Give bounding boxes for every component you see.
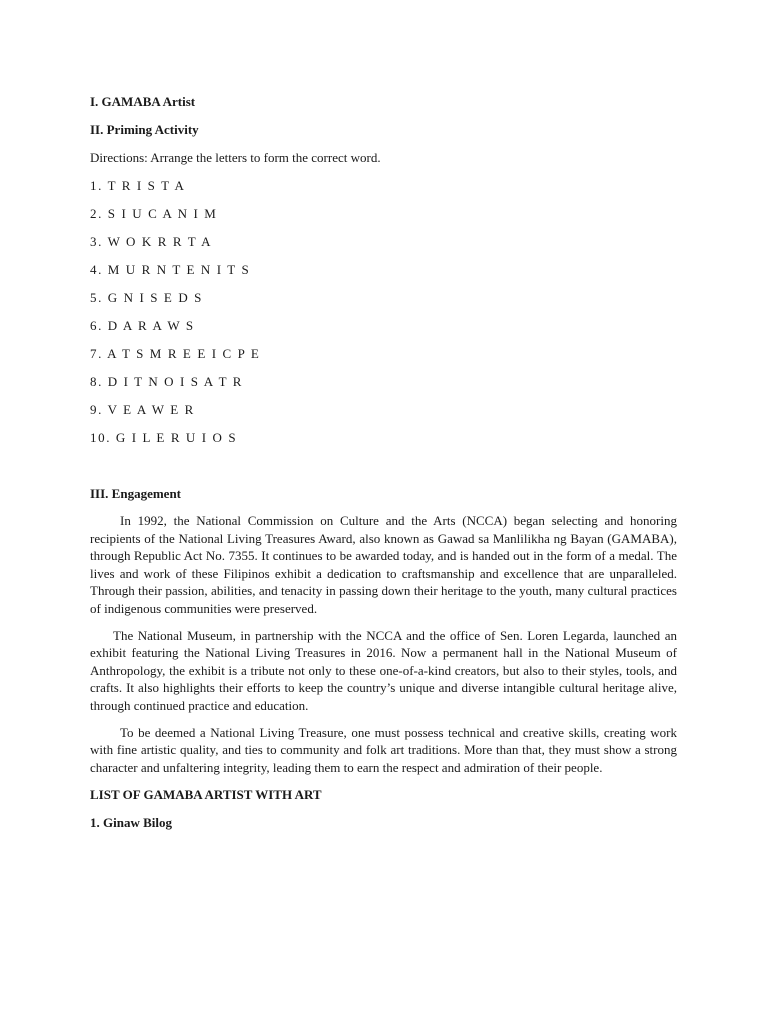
list-item: 4. M U R N T E N I T S bbox=[90, 262, 251, 277]
list-item: 9. V E A W E R bbox=[90, 402, 195, 417]
list-item: 6. D A R A W S bbox=[90, 318, 195, 333]
artist-heading-ginaw-bilog: 1. Ginaw Bilog bbox=[90, 815, 172, 831]
directions-text: Directions: Arrange the letters to form the correct word. bbox=[90, 150, 381, 165]
document-page bbox=[90, 88, 677, 831]
scrambled-word-list bbox=[90, 178, 677, 446]
engagement-paragraph-1: In 1992, the National Commission on Culture and the Arts (NCCA) began selecting and honoring recipients of the National Living Treasures Award, also known as Gawad sa Manlilikha ng Bayan (GAMABA), through Republic Act No. 7355. It continues to be awarded today, and is handed out in the form of a medal. The lives and work of these Filipinos exhibit a dedication to craftsmanship and excellence that are unparalleled. Through their passion, abilities, and tenacity in passing down their heritage to the youth, many cultural practices of indigenous communities were preserved. bbox=[90, 513, 677, 616]
list-item: 7. A T S M R E E I C P E bbox=[90, 346, 261, 361]
section-heading-engagement: III. Engagement bbox=[90, 486, 182, 501]
list-item: 2. S I U C A N I M bbox=[90, 206, 218, 221]
list-item: 3. W O K R R T A bbox=[90, 234, 213, 249]
list-item: 1. T R I S T A bbox=[90, 178, 186, 193]
engagement-paragraph-3: To be deemed a National Living Treasure, one must possess technical and creative skills, creating work with fine artistic quality, and ties to community and folk art traditions. More than that, they must show a strong character and unfaltering integrity, leading them to earn the respect and admiration of their people. bbox=[90, 724, 677, 775]
list-title: LIST OF GAMABA ARTIST WITH ART bbox=[90, 787, 322, 803]
list-item: 8. D I T N O I S A T R bbox=[90, 374, 244, 389]
list-item: 5. G N I S E D S bbox=[90, 290, 203, 305]
section-heading-priming-activity: II. Priming Activity bbox=[90, 122, 199, 137]
list-item: 10. G I L E R U I O S bbox=[90, 430, 238, 445]
section-heading-gamaba-artist: I. GAMABA Artist bbox=[90, 94, 196, 109]
engagement-paragraph-2: The National Museum, in partnership with the NCCA and the office of Sen. Loren Legarda, launched an exhibit featuring the National Living Treasures in 2016. Now a permanent hall in the National Museum of Anthropology, the exhibit is a tribute not only to these one-of-a-kind creators, but also to their styles, tools, and crafts. It also highlights their efforts to keep the country’s unique and diverse intangible cultural heritage alive, through continued practice and education. bbox=[90, 627, 677, 713]
